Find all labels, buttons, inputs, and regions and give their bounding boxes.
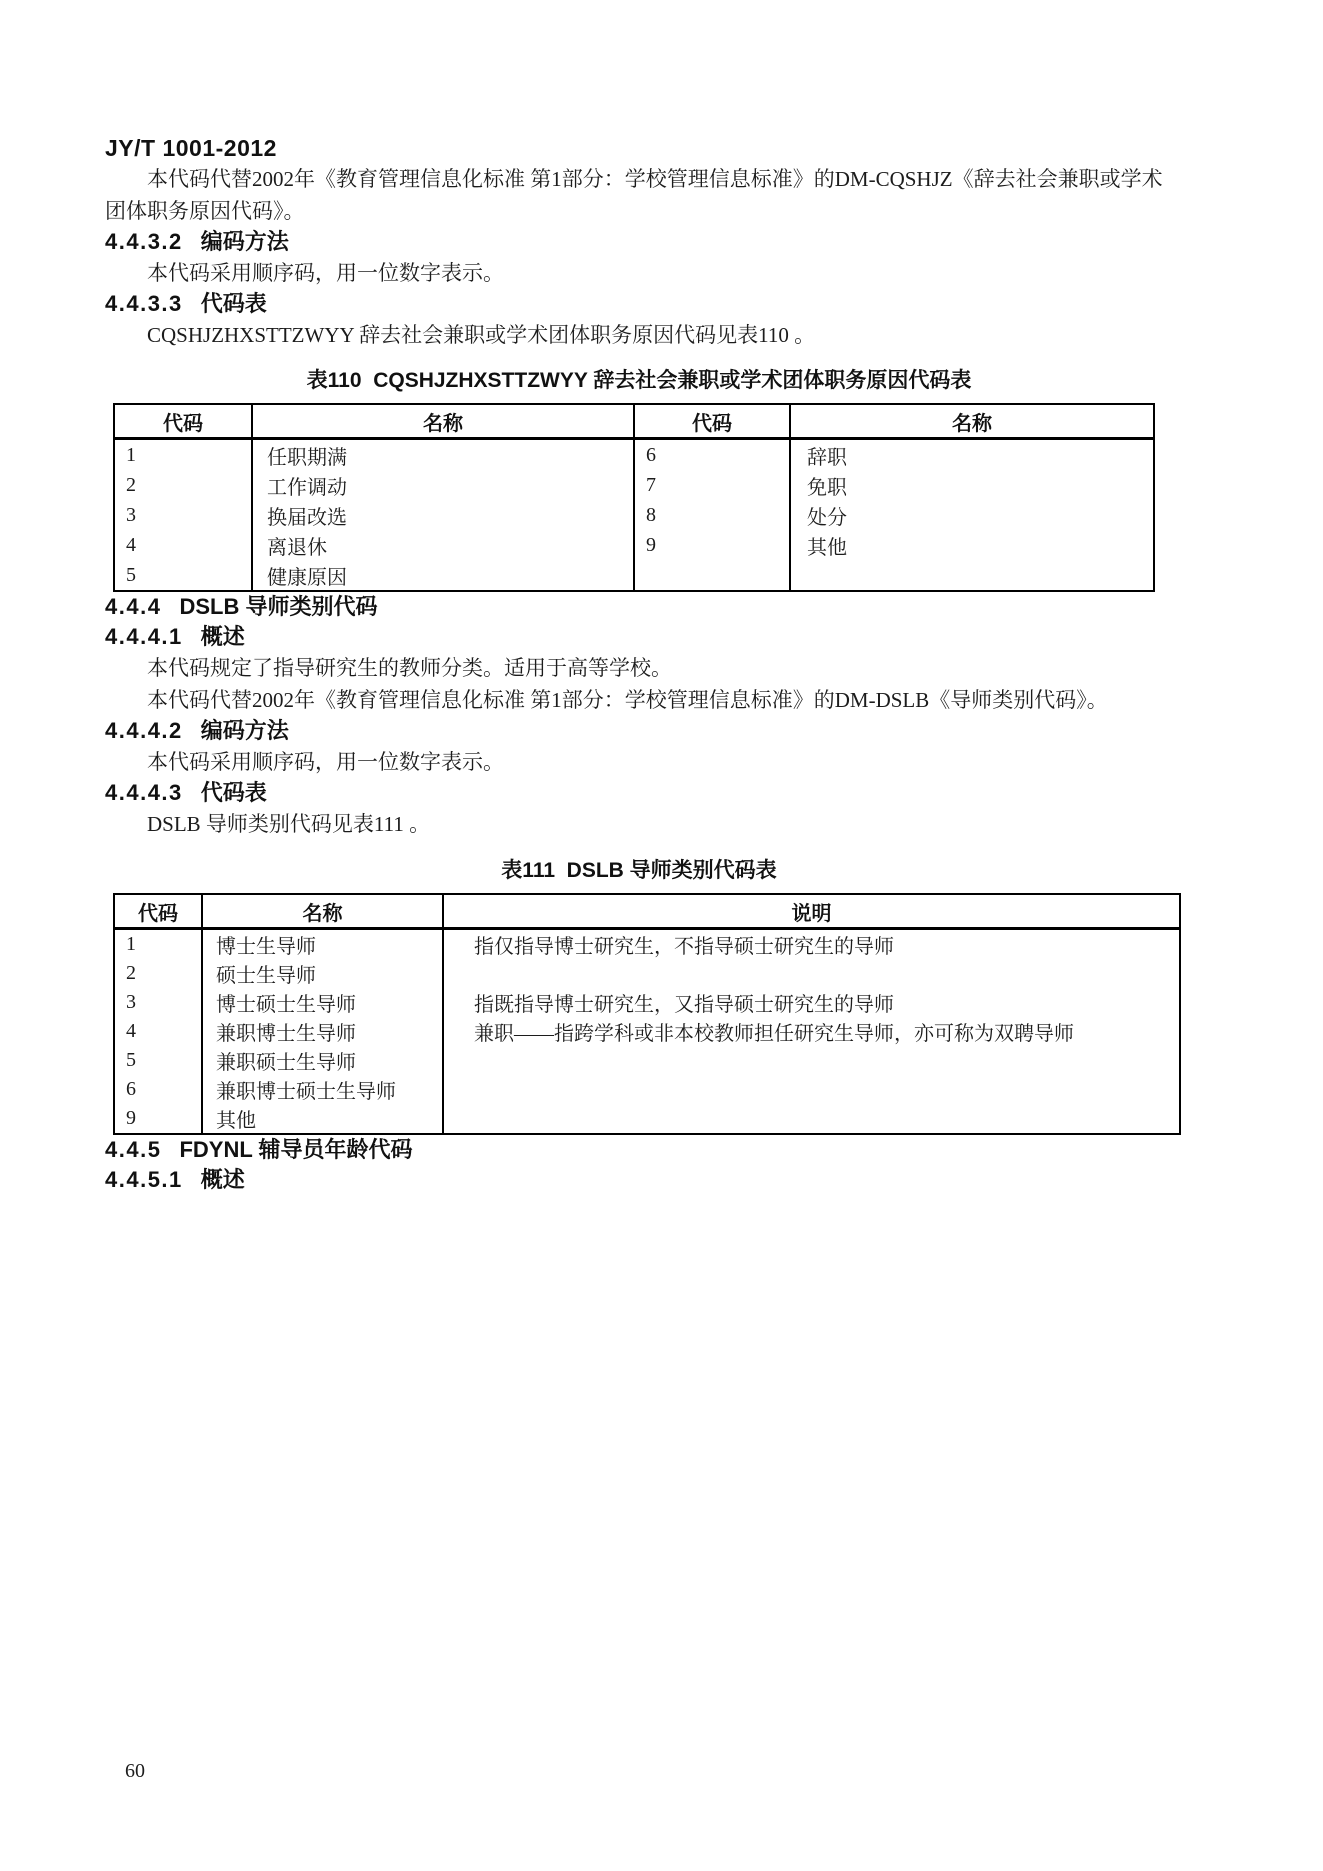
section-heading-4-4-4-3 <box>105 778 1173 808</box>
section-title: 概述 <box>200 1167 245 1192</box>
table-cell: 2 <box>114 959 202 988</box>
section-number: 4.4.4.1 <box>105 624 183 649</box>
column-header-description: 说明 <box>443 894 1180 929</box>
section-number: 4.4.5 <box>105 1137 162 1162</box>
table-cell: 博士硕士生导师 <box>202 988 443 1017</box>
column-header-name: 名称 <box>790 404 1154 439</box>
table111-body <box>114 929 1180 1135</box>
table-cell: 指既指导博士研究生，又指导硕士研究生的导师 <box>443 988 1180 1017</box>
table-cell: 1 <box>114 439 252 471</box>
table-cell: 7 <box>634 470 790 500</box>
section-number: 4.4.4 <box>105 594 162 619</box>
table-cell: 任职期满 <box>252 439 634 471</box>
table-row <box>114 1104 1180 1134</box>
paragraph-dslb-replaces: 本代码代替2002年《教育管理信息化标准 第1部分：学校管理信息标准》的DM-DSLB《导师类别代码》。 <box>147 688 1108 712</box>
table-cell: 6 <box>114 1075 202 1104</box>
table-row <box>114 929 1180 960</box>
table-cell: 换届改选 <box>252 500 634 530</box>
table-cell: 1 <box>114 929 202 960</box>
table-cell <box>443 959 1180 988</box>
section-title: FDYNL 辅导员年龄代码 <box>179 1137 413 1162</box>
table-cell: 兼职博士生导师 <box>202 1017 443 1046</box>
section-number: 4.4.4.2 <box>105 718 183 743</box>
table-row <box>114 560 1154 591</box>
table-cell: 4 <box>114 530 252 560</box>
section-heading-4-4-5-1 <box>105 1165 1173 1195</box>
section-heading-4-4-4-2 <box>105 716 1173 746</box>
section-heading-4-4-4-1 <box>105 622 1173 652</box>
table111-header-row <box>114 894 1180 929</box>
paragraph-coding-method-1: 本代码采用顺序码，用一位数字表示。 <box>147 261 504 285</box>
table111-caption: 表111 DSLB 导师类别代码表 <box>501 859 777 882</box>
table-cell: 9 <box>634 530 790 560</box>
table-cell <box>790 560 1154 591</box>
section-heading-4-4-4 <box>105 592 1173 622</box>
table-111 <box>113 893 1181 1135</box>
table-cell: 其他 <box>790 530 1154 560</box>
table-cell: 处分 <box>790 500 1154 530</box>
paragraph-coding-method-2: 本代码采用顺序码，用一位数字表示。 <box>147 750 504 774</box>
table-row <box>114 470 1154 500</box>
section-heading-4-4-5 <box>105 1135 1173 1165</box>
page-number: 60 <box>125 1760 145 1782</box>
column-header-name: 名称 <box>252 404 634 439</box>
column-header-code: 代码 <box>114 404 252 439</box>
table-row <box>114 1075 1180 1104</box>
table-cell: 3 <box>114 500 252 530</box>
table-row <box>114 988 1180 1017</box>
doc-code-header: JY/T 1001-2012 <box>105 135 277 161</box>
section-heading-4-4-3-3 <box>105 289 1173 319</box>
paragraph-intro: 本代码代替2002年《教育管理信息化标准 第1部分：学校管理信息标准》的DM-CQSHJZ《辞去社会兼职或学术团体职务原因代码》。 <box>105 167 1163 223</box>
table110-header-row <box>114 404 1154 439</box>
table-cell: 健康原因 <box>252 560 634 591</box>
table-110 <box>113 403 1155 592</box>
table-row <box>114 1017 1180 1046</box>
section-title: DSLB 导师类别代码 <box>179 594 378 619</box>
table110-caption: 表110 CQSHJZHXSTTZWYY 辞去社会兼职或学术团体职务原因代码表 <box>306 369 972 392</box>
section-number: 4.4.4.3 <box>105 780 183 805</box>
section-number: 4.4.3.3 <box>105 291 183 316</box>
section-title: 代码表 <box>200 291 267 316</box>
table-row <box>114 439 1154 471</box>
table-cell: 博士生导师 <box>202 929 443 960</box>
section-title: 编码方法 <box>200 718 289 743</box>
table-row <box>114 530 1154 560</box>
paragraph-see-table-110: CQSHJZHXSTTZWYY 辞去社会兼职或学术团体职务原因代码见表110 。 <box>147 323 816 347</box>
table-cell: 离退休 <box>252 530 634 560</box>
table-cell: 免职 <box>790 470 1154 500</box>
table-cell: 3 <box>114 988 202 1017</box>
column-header-code: 代码 <box>114 894 202 929</box>
table-cell: 工作调动 <box>252 470 634 500</box>
table-cell: 2 <box>114 470 252 500</box>
paragraph-see-table-111: DSLB 导师类别代码见表111 。 <box>147 812 431 836</box>
section-number: 4.4.5.1 <box>105 1167 183 1192</box>
section-number: 4.4.3.2 <box>105 229 183 254</box>
table-row <box>114 959 1180 988</box>
table-cell <box>634 560 790 591</box>
table-cell: 8 <box>634 500 790 530</box>
table-row <box>114 500 1154 530</box>
table-cell <box>443 1046 1180 1075</box>
table-cell: 5 <box>114 1046 202 1075</box>
table-cell: 其他 <box>202 1104 443 1134</box>
paragraph-dslb-scope: 本代码规定了指导研究生的教师分类。适用于高等学校。 <box>147 656 672 680</box>
column-header-name: 名称 <box>202 894 443 929</box>
table-cell: 5 <box>114 560 252 591</box>
section-title: 概述 <box>200 624 245 649</box>
table-cell: 4 <box>114 1017 202 1046</box>
table110-body <box>114 439 1154 592</box>
table-cell: 兼职博士硕士生导师 <box>202 1075 443 1104</box>
table-cell: 兼职硕士生导师 <box>202 1046 443 1075</box>
table-cell <box>443 1104 1180 1134</box>
table-cell: 辞职 <box>790 439 1154 471</box>
section-heading-4-4-3-2 <box>105 227 1173 257</box>
column-header-code: 代码 <box>634 404 790 439</box>
table-cell: 硕士生导师 <box>202 959 443 988</box>
table-cell: 9 <box>114 1104 202 1134</box>
section-title: 编码方法 <box>200 229 289 254</box>
table-cell: 兼职——指跨学科或非本校教师担任研究生导师，亦可称为双聘导师 <box>443 1017 1180 1046</box>
table-row <box>114 1046 1180 1075</box>
section-title: 代码表 <box>200 780 267 805</box>
table-cell <box>443 1075 1180 1104</box>
table-cell: 6 <box>634 439 790 471</box>
table-cell: 指仅指导博士研究生，不指导硕士研究生的导师 <box>443 929 1180 960</box>
